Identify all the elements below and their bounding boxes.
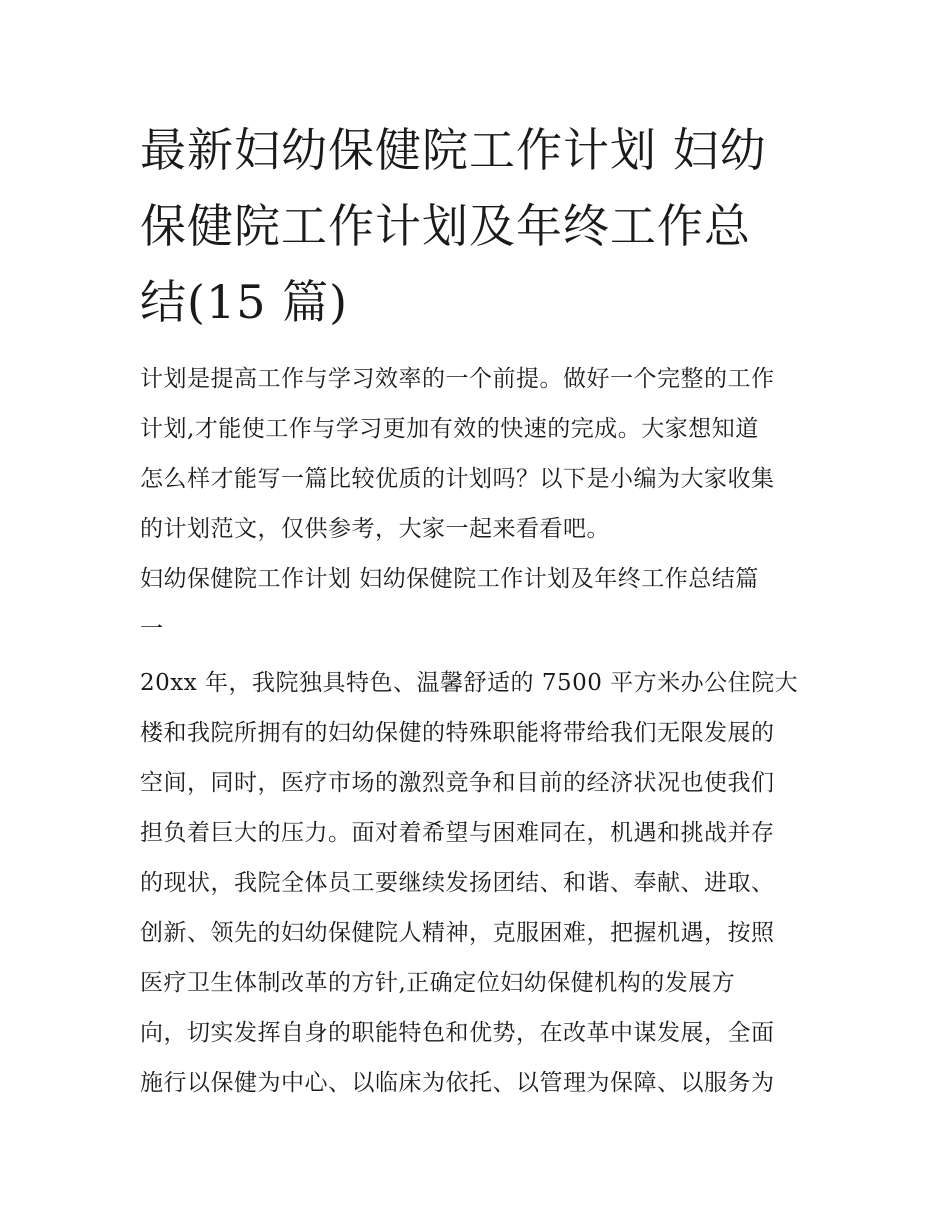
- body-line-8: 向，切实发挥自身的职能特色和优势，在改革中谋发展，全面: [140, 1020, 775, 1046]
- body-line-5: 的现状，我院全体员工要继续发扬团结、和谐、奉献、进取、: [140, 870, 775, 896]
- body-line-2: 楼和我院所拥有的妇幼保健的特殊职能将带给我们无限发展的: [140, 720, 775, 746]
- title-line-1: 最新妇幼保健院工作计划 妇幼: [140, 123, 767, 177]
- section-heading-line-1: 妇幼保健院工作计划 妇幼保健院工作计划及年终工作总结篇: [140, 566, 759, 592]
- title-line-2: 保健院工作计划及年终工作总: [140, 199, 751, 253]
- section-heading-line-2: 一: [140, 616, 164, 642]
- intro-line-1: 计划是提高工作与学习效率的一个前提。做好一个完整的工作: [140, 366, 775, 392]
- title-line-3: 结(15 篇): [140, 275, 349, 329]
- document-title: [140, 112, 820, 340]
- body-line-9: 施行以保健为中心、以临床为依托、以管理为保障、以服务为: [140, 1070, 775, 1096]
- intro-line-3: 怎么样才能写一篇比较优质的计划吗？以下是小编为大家收集: [140, 466, 775, 492]
- body-line-6: 创新、领先的妇幼保健院人精神，克服困难，把握机遇，按照: [140, 920, 775, 946]
- body-line-7: 医疗卫生体制改革的方针,正确定位妇幼保健机构的发展方: [140, 970, 736, 996]
- body-line-3: 空间，同时，医疗市场的激烈竞争和目前的经济状况也使我们: [140, 770, 775, 796]
- intro-line-2: 计划,才能使工作与学习更加有效的快速的完成。大家想知道: [140, 416, 759, 442]
- intro-line-4: 的计划范文，仅供参考，大家一起来看看吧。: [140, 516, 610, 542]
- body-line-4: 担负着巨大的压力。面对着希望与困难同在，机遇和挑战并存: [140, 820, 775, 846]
- body-line-1: 20xx 年，我院独具特色、温馨舒适的 7500 平方米办公住院大: [140, 670, 799, 696]
